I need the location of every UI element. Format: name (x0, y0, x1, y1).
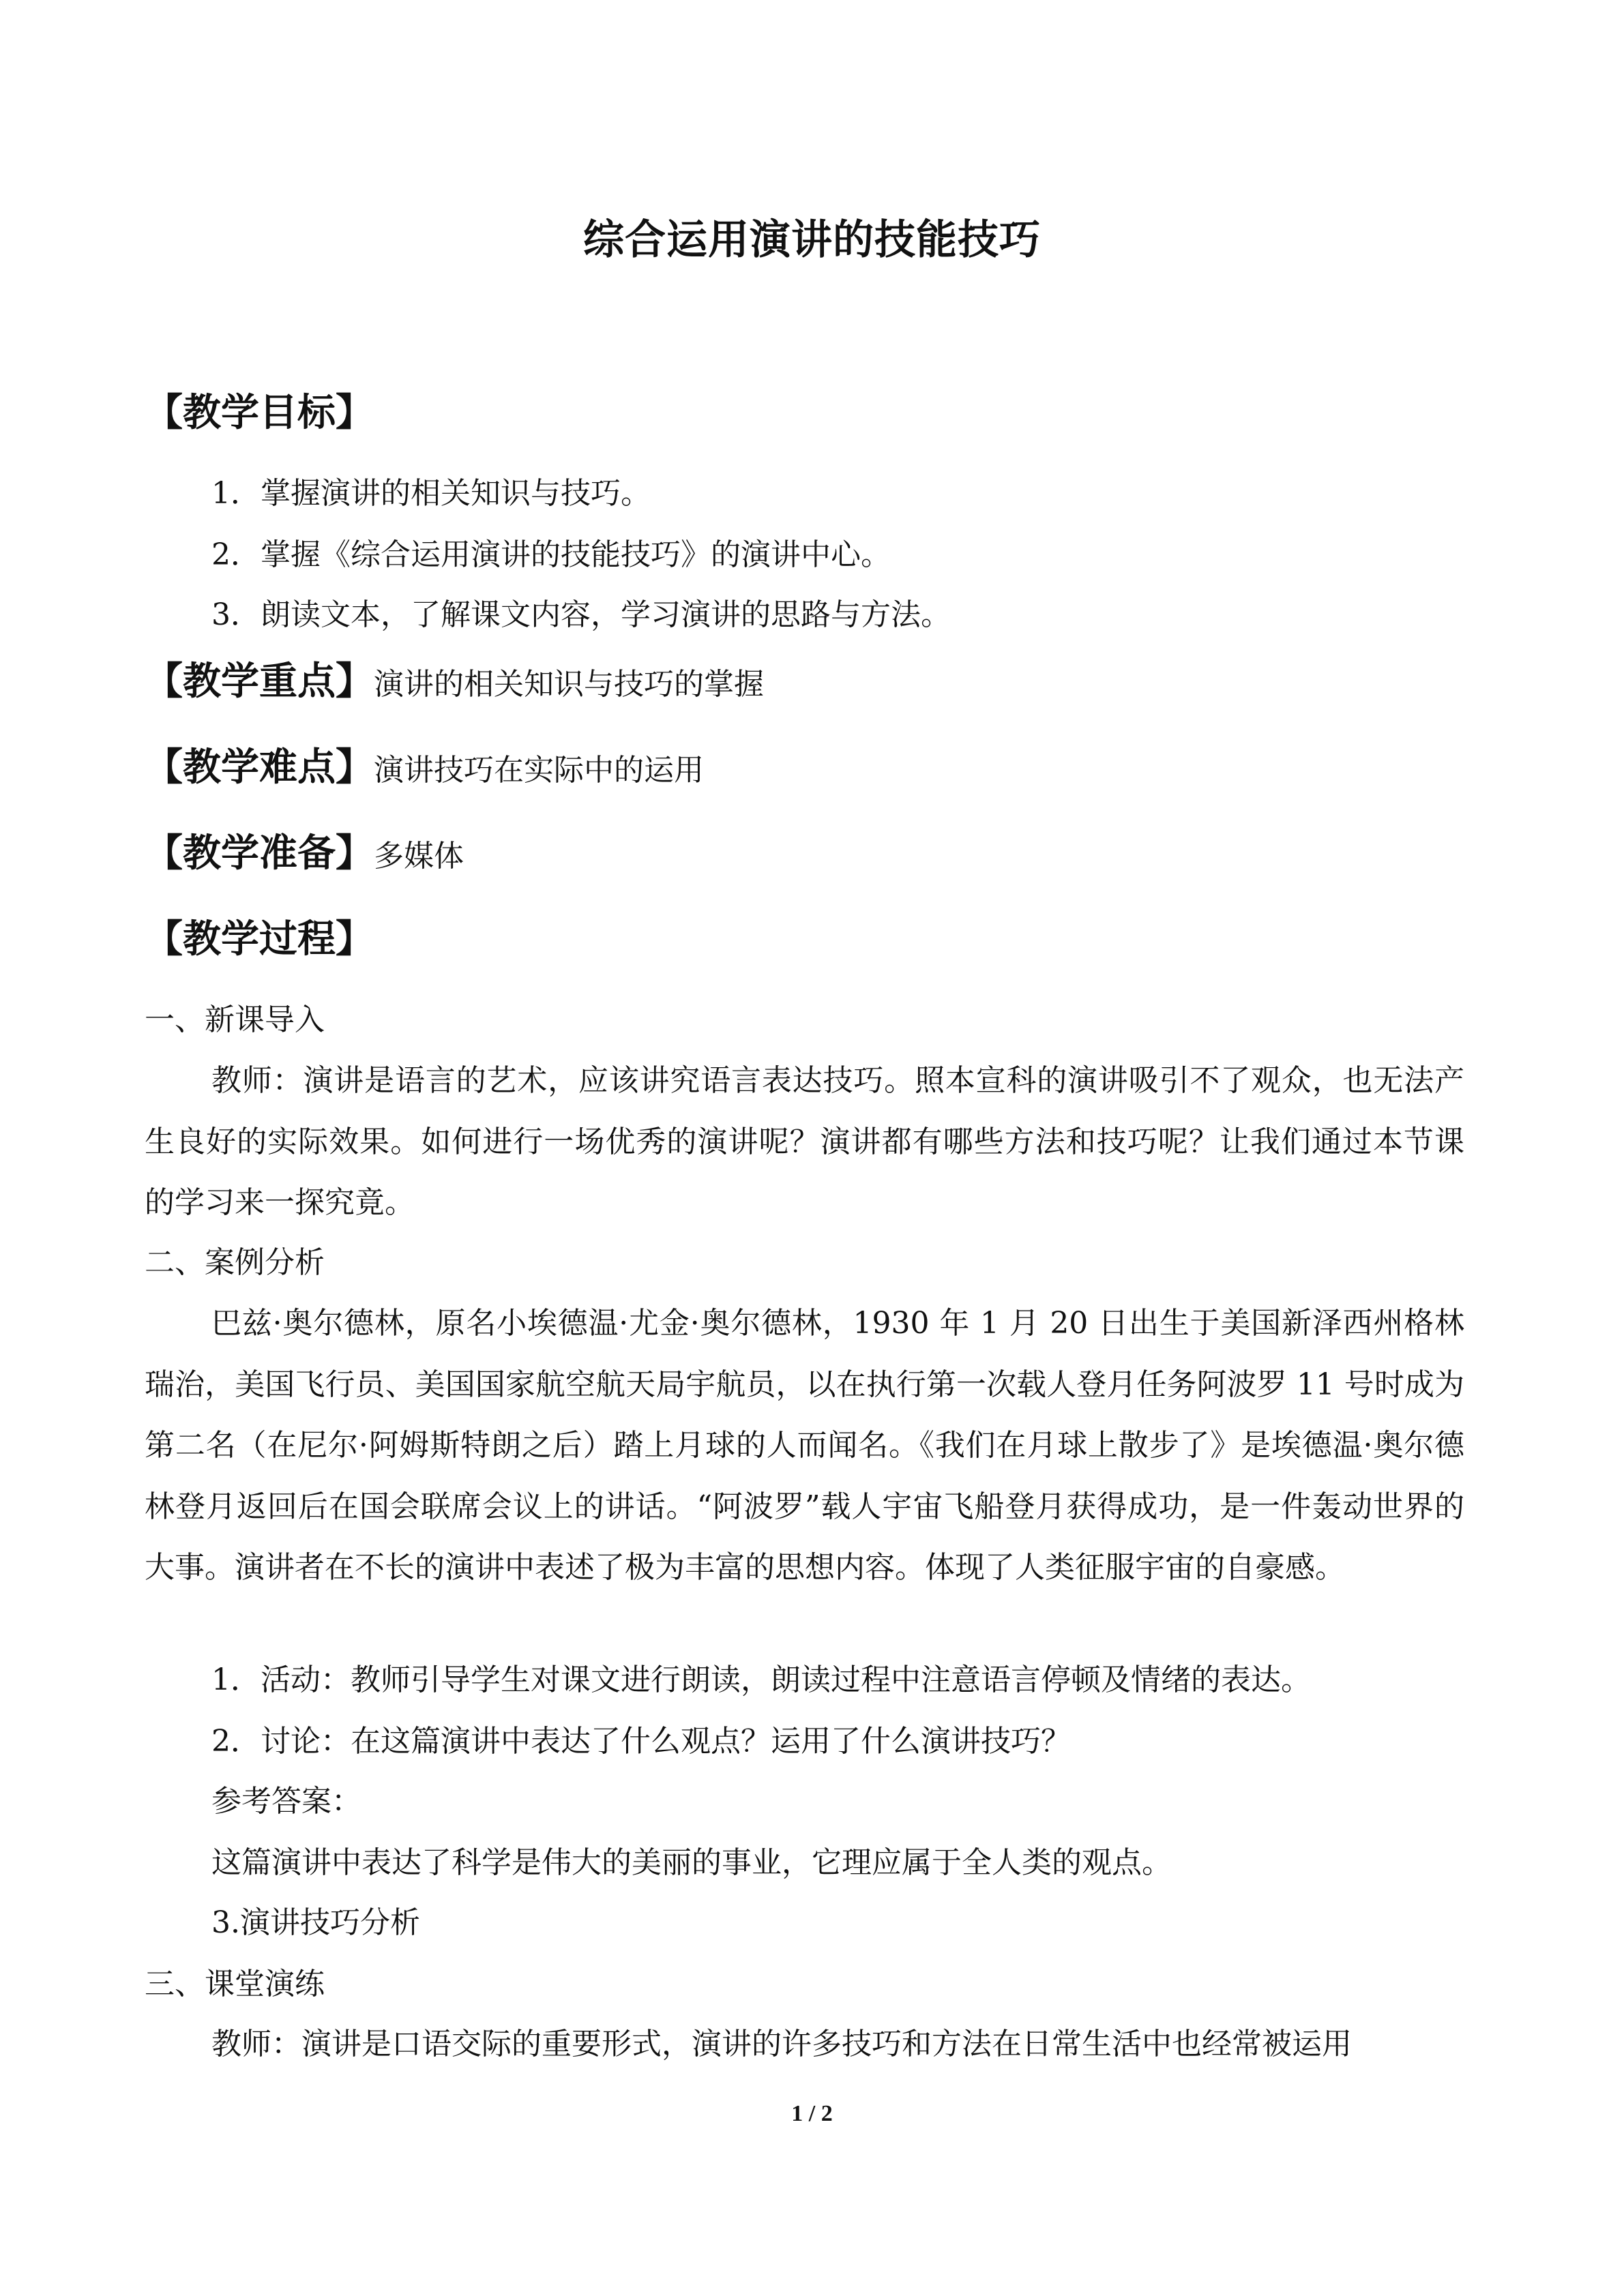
section-3-title: 三、课堂演练 (145, 1967, 325, 2001)
section-2-paragraph: 巴兹·奥尔德林，原名小埃德温·尤金·奥尔德林，1930 年 1 月 20 日出生于美国新泽西州格林瑞治，美国飞行员、美国国家航空航天局宇航员，以在执行第一次载人登月任务阿波罗 11 号时成为第二名（在尼尔·阿姆斯特朗之后）踏上月球的人而闻名。《我们在月球上散步了》是埃德温·奥尔德林登月返回后在国会联席会议上的讲话。“阿波罗”载人宇宙飞船登月获得成功，是一件轰动世界的大事。演讲者在不长的演讲中表述了极为丰富的思想内容。体现了人类征服宇宙的自豪感。 (145, 1306, 1464, 1585)
objectives-heading: 【教学目标】 (145, 391, 374, 435)
objective-item-1: 1．掌握演讲的相关知识与技巧。 (211, 476, 651, 511)
objective-item-3: 3．朗读文本，了解课文内容，学习演讲的思路与方法。 (211, 597, 951, 632)
section-2-discussion: 2．讨论：在这篇演讲中表达了什么观点？运用了什么演讲技巧？ (211, 1724, 1071, 1759)
key-point-text: 演讲的相关知识与技巧的掌握 (374, 667, 764, 702)
section-2-activity: 1．活动：教师引导学生对课文进行朗读，朗读过程中注意语言停顿及情绪的表达。 (211, 1663, 1311, 1697)
section-2-analysis: 3.演讲技巧分析 (211, 1905, 420, 1940)
section-3-paragraph: 教师：演讲是口语交际的重要形式，演讲的许多技巧和方法在日常生活中也经常被运用 (211, 2027, 1352, 2061)
key-point-row (145, 656, 764, 711)
section-1-paragraph: 教师：演讲是语言的艺术，应该讲究语言表达技巧。照本宣科的演讲吸引不了观众，也无法产生良好的实际效果。如何进行一场优秀的演讲呢？演讲都有哪些方法和技巧呢？让我们通过本节课的学习来一探究竟。 (145, 1063, 1464, 1220)
key-point-heading: 【教学重点】 (145, 659, 374, 704)
section-2-answer-label: 参考答案： (211, 1784, 361, 1819)
section-2-answer: 这篇演讲中表达了科学是伟大的美丽的事业，它理应属于全人类的观点。 (211, 1845, 1172, 1880)
section-1-title: 一、新课导入 (145, 1002, 325, 1037)
page-number: 1 / 2 (791, 2101, 833, 2126)
preparation-text: 多媒体 (374, 839, 464, 874)
difficulty-text: 演讲技巧在实际中的运用 (374, 753, 704, 788)
section-2-title: 二、案例分析 (145, 1245, 325, 1280)
preparation-heading: 【教学准备】 (145, 831, 374, 876)
difficulty-row (145, 742, 704, 796)
objective-item-2: 2．掌握《综合运用演讲的技能技巧》的演讲中心。 (211, 537, 891, 572)
document-title: 综合运用演讲的技能技巧 (583, 216, 1041, 264)
difficulty-heading: 【教学难点】 (145, 745, 374, 790)
process-heading: 【教学过程】 (145, 917, 374, 961)
preparation-row (145, 828, 464, 882)
